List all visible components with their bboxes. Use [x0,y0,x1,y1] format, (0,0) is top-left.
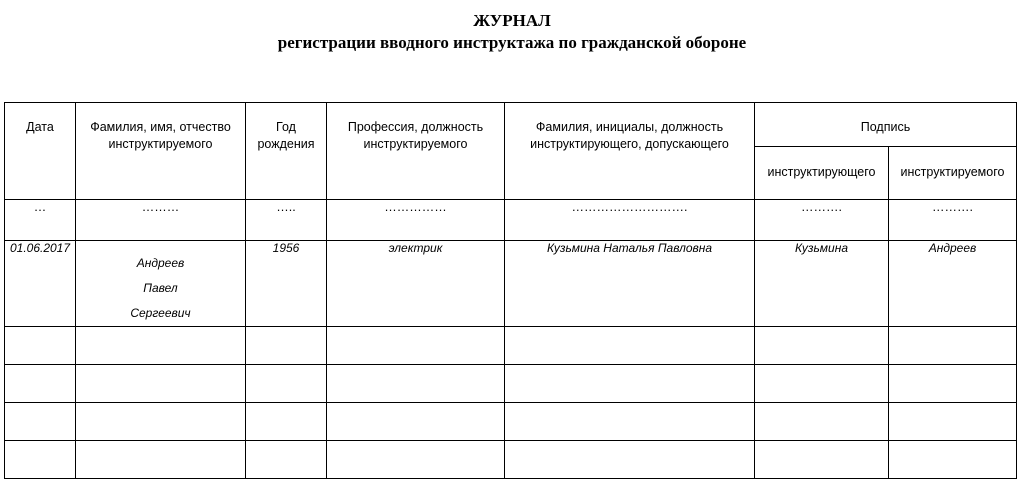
placeholder-sign-trainee: ………. [889,200,1017,241]
empty-cell [246,365,327,403]
empty-cell [505,441,755,479]
entry-fio: Андреев Павел Сергеевич [76,241,246,327]
placeholder-year: ….. [246,200,327,241]
empty-cell [76,441,246,479]
placeholder-date: … [5,200,76,241]
empty-cell [246,327,327,365]
placeholder-row [5,200,1017,241]
header-sign-instructor: инструктирующего [755,146,889,199]
header-sign-trainee: инструктируемого [889,146,1017,199]
entry-sign-trainee: Андреев [889,241,1017,327]
empty-cell [889,403,1017,441]
empty-cell [327,365,505,403]
table-row [5,241,1017,327]
empty-cell [755,365,889,403]
empty-cell [505,365,755,403]
empty-cell [327,441,505,479]
empty-row [5,365,1017,403]
empty-cell [246,441,327,479]
empty-cell [889,327,1017,365]
empty-cell [246,403,327,441]
empty-cell [5,403,76,441]
placeholder-fio: ……… [76,200,246,241]
document-title [0,10,1024,54]
entry-date: 01.06.2017 [5,241,76,327]
header-row [5,103,1017,147]
empty-cell [327,403,505,441]
empty-cell [76,403,246,441]
entry-sign-instructor: Кузьмина [755,241,889,327]
title-line-1: ЖУРНАЛ [473,11,551,30]
empty-cell [76,327,246,365]
header-birth-year: Год рождения [246,103,327,200]
header-date: Дата [5,103,76,200]
placeholder-instructor: ………………………. [505,200,755,241]
entry-instructor: Кузьмина Наталья Павловна [505,241,755,327]
empty-cell [5,327,76,365]
empty-cell [5,365,76,403]
title-line-2: регистрации вводного инструктажа по гражданской обороне [277,33,747,52]
placeholder-profession: …………… [327,200,505,241]
empty-cell [327,327,505,365]
empty-cell [505,403,755,441]
empty-cell [5,441,76,479]
empty-row [5,327,1017,365]
empty-cell [889,441,1017,479]
header-instructor: Фамилия, инициалы, должность инструктирующего, допускающего [505,103,755,200]
header-fio: Фамилия, имя, отчество инструктируемого [76,103,246,200]
empty-cell [755,403,889,441]
empty-cell [755,441,889,479]
header-signature: Подпись [755,103,1017,147]
empty-row [5,403,1017,441]
header-profession: Профессия, должность инструктируемого [327,103,505,200]
empty-row [5,441,1017,479]
empty-cell [889,365,1017,403]
entry-year: 1956 [246,241,327,327]
entry-profession: электрик [327,241,505,327]
placeholder-sign-instructor: ………. [755,200,889,241]
empty-cell [755,327,889,365]
empty-cell [76,365,246,403]
empty-cell [505,327,755,365]
journal-table [4,102,1017,479]
